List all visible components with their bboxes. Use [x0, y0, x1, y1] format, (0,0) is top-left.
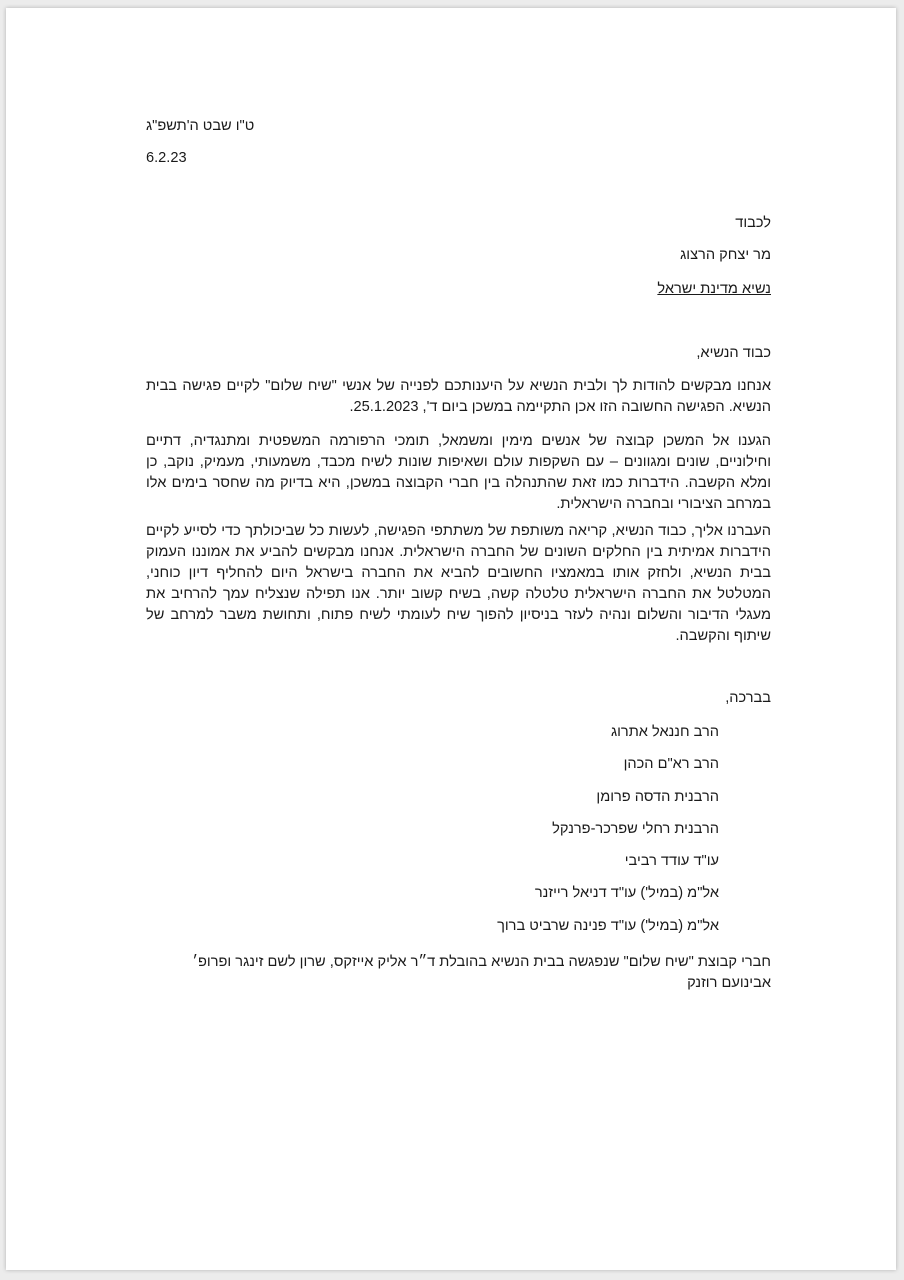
paragraph-meeting: הגענו אל המשכן קבוצה של אנשים מימין ומשמאל, תומכי הרפורמה המשפטית ומתנגדיה, דתיים וחילוניים, שונים ומגוונים – עם השקפות עולם ושאיפות שונות לשיח מכבד, משמעותי, מעמיק, נוקב, כן ומלא הקשבה. הידברות כמו זאת שהתנהלה בין חברי הקבוצה במשכן, היא בדיוק מה שחסר בימים אלו במרחב הציבורי ובחברה הישראלית. — [146, 433, 771, 512]
salutation: כבוד הנשיא, — [696, 345, 771, 361]
paragraph-appeal: העברנו אליך, כבוד הנשיא, קריאה משותפת של משתתפי הפגישה, לעשות כל שביכולתך כדי לסייע לקיים הידברות אמיתית בין החלקים השונים של החברה הישראלית. אנחנו מבקשים להביע את אמוננו העמוק בבית הנשיא, ולחזק אותו במאמציו החשובים להביא את החברה בישראל היום להחליף דיון כוחני, המטלטל את החברה הישראלית טלטלה קשה, בשיח קשוב יותר. אנו תפילה שנצליח עמך להרחיב את מעגלי הדיבור והשלום ונהיה לעזר בניסיון להפוך שיח לעומתי לשיח פתוח, ותחושת משבר למרחב של שיתוף והקשבה. — [146, 523, 771, 644]
gregorian-date: 6.2.23 — [146, 150, 187, 166]
group-note: חברי קבוצת "שיח שלום" שנפגשה בבית הנשיא בהובלת ד״ר אליק אייזקס, שרון לשם זינגר ופרופ׳ אבינועם רוזנק — [192, 954, 771, 991]
hebrew-date: ט"ו שבט ה'תשפ"ג — [146, 118, 255, 134]
letter-body — [146, 8, 771, 1270]
paragraph-thanks: אנחנו מבקשים להודות לך ולבית הנשיא על היענותכם לפנייה של אנשי "שיח שלום" לקיים פגישה בבית הנשיא. הפגישה החשובה הזו אכן התקיימה במשכן ביום ד', 25.1.2023. — [146, 378, 771, 415]
signatory: הרבנית רחלי שפרכר-פרנקל — [552, 820, 719, 837]
signatory-list — [497, 722, 719, 948]
signatory: הרבנית הדסה פרומן — [596, 788, 719, 805]
addressee-title: נשיא מדינת ישראל — [657, 281, 771, 297]
signatory: הרב רא"ם הכהן — [623, 756, 719, 773]
signatory: אל"מ (במיל') עו"ד פנינה שרביט ברוך — [497, 917, 719, 934]
signatory: עו"ד עודד רביבי — [624, 853, 719, 870]
closing: בברכה, — [725, 690, 771, 706]
signatory: אל"מ (במיל') עו"ד דניאל רייזנר — [534, 885, 719, 902]
addressee-to: לכבוד — [735, 215, 771, 231]
letter-page — [6, 8, 896, 1270]
addressee-name: מר יצחק הרצוג — [680, 247, 771, 263]
signatory: הרב חננאל אתרוג — [610, 724, 719, 740]
